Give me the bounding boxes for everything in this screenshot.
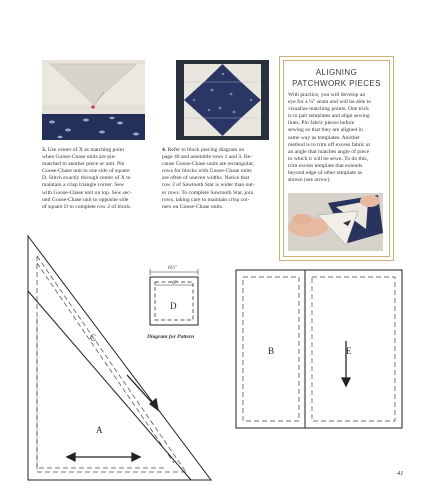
caption-line: Use center of X as matching point — [47, 147, 125, 153]
sidebar-line: sewing so that they are aligned in — [288, 127, 363, 134]
template-a-c-outline — [28, 236, 211, 480]
template-label-e: E — [346, 346, 352, 356]
caption-line: Refer to block piecing diagram on — [167, 147, 245, 153]
caption-line: D. Stitch exactly through center of X to — [42, 175, 131, 182]
sidebar-line: With practice, you will develop an — [288, 92, 366, 98]
step-4-caption — [162, 147, 272, 211]
sidebar-line: to which it will be sewn. To do this, — [288, 155, 368, 162]
sidebar-line: same way as templates. Another — [288, 134, 360, 141]
template-label-b: B — [268, 346, 275, 356]
step-3-number: 3. — [42, 147, 47, 153]
sidebar-line: method is to trim off excess fabric at — [288, 141, 371, 148]
sidebar-line: is to pair templates and align sewing — [288, 113, 370, 120]
dimension-inner: 6" — [172, 280, 177, 286]
sawtooth-star-photo — [176, 60, 269, 140]
caption-line: er rows. To complete Sawtooth Star, join — [162, 189, 254, 196]
sidebar-line: an angle that matches angle of piece — [288, 148, 370, 155]
sidebar-line: lines. Pin fabric pieces before — [288, 120, 355, 127]
caption-line: rows for blocks with Goose-Chase units — [162, 168, 252, 175]
sidebar-line: eye for a ¼" seam and will be able to — [288, 99, 372, 106]
caption-line: Goose-Chase unit to one side of square — [42, 168, 130, 175]
step-3-caption — [42, 147, 154, 211]
caption-line: cause Goose-Chase units are rectangular, — [162, 161, 254, 168]
caption-line: ners on Goose-Chase units. — [162, 203, 224, 210]
caption-line: rows, taking care to maintain crisp cor- — [162, 196, 250, 203]
caption-line: are often of uneven widths. Notice that — [162, 175, 250, 182]
sidebar-line: beyond edge of other template as — [288, 170, 363, 177]
caption-line: page 40 and assemble rows 1 and 3. Be- — [162, 154, 252, 161]
template-seam-lines — [37, 256, 186, 472]
template-label-a: A — [96, 425, 103, 435]
caption-line: when Goose-Chase units are pin- — [42, 154, 117, 161]
pattern-templates — [0, 230, 429, 500]
template-b-e-outline — [236, 270, 402, 428]
template-label-c: C — [90, 333, 97, 343]
diagram-caption: Diagram for Pattern — [147, 334, 195, 340]
sidebar-line: visualize matching points. One trick — [288, 106, 369, 113]
caption-line: with Goose-Chase unit on top. Sew sec- — [42, 189, 132, 196]
grain-arrows — [67, 341, 350, 461]
caption-line: maintain a crisp triangle corner. Sew — [42, 182, 125, 189]
caption-line: ond Goose-Chase unit to opposite side — [42, 196, 129, 203]
goose-chase-photo — [42, 60, 145, 140]
caption-line: matched to another piece or unit. Pin — [42, 161, 125, 168]
template-label-d: D — [170, 301, 177, 311]
sidebar-title: ALIGNING PATCHWORK PIECES — [292, 68, 381, 88]
page-number: 41 — [397, 470, 404, 477]
caption-line: of square D to complete row 2 of block. — [42, 203, 132, 210]
step-4-number: 4. — [162, 147, 167, 153]
dimension-outer: 6½" — [168, 265, 178, 271]
caption-line: row 2 of Sawtooth Star is wider than out- — [162, 182, 255, 189]
template-b-e-seams — [243, 277, 395, 421]
sidebar-text — [288, 92, 385, 184]
sidebar-line: shown (see arrow). — [288, 177, 331, 184]
sidebar-line: trim excess template that extends — [288, 162, 363, 169]
